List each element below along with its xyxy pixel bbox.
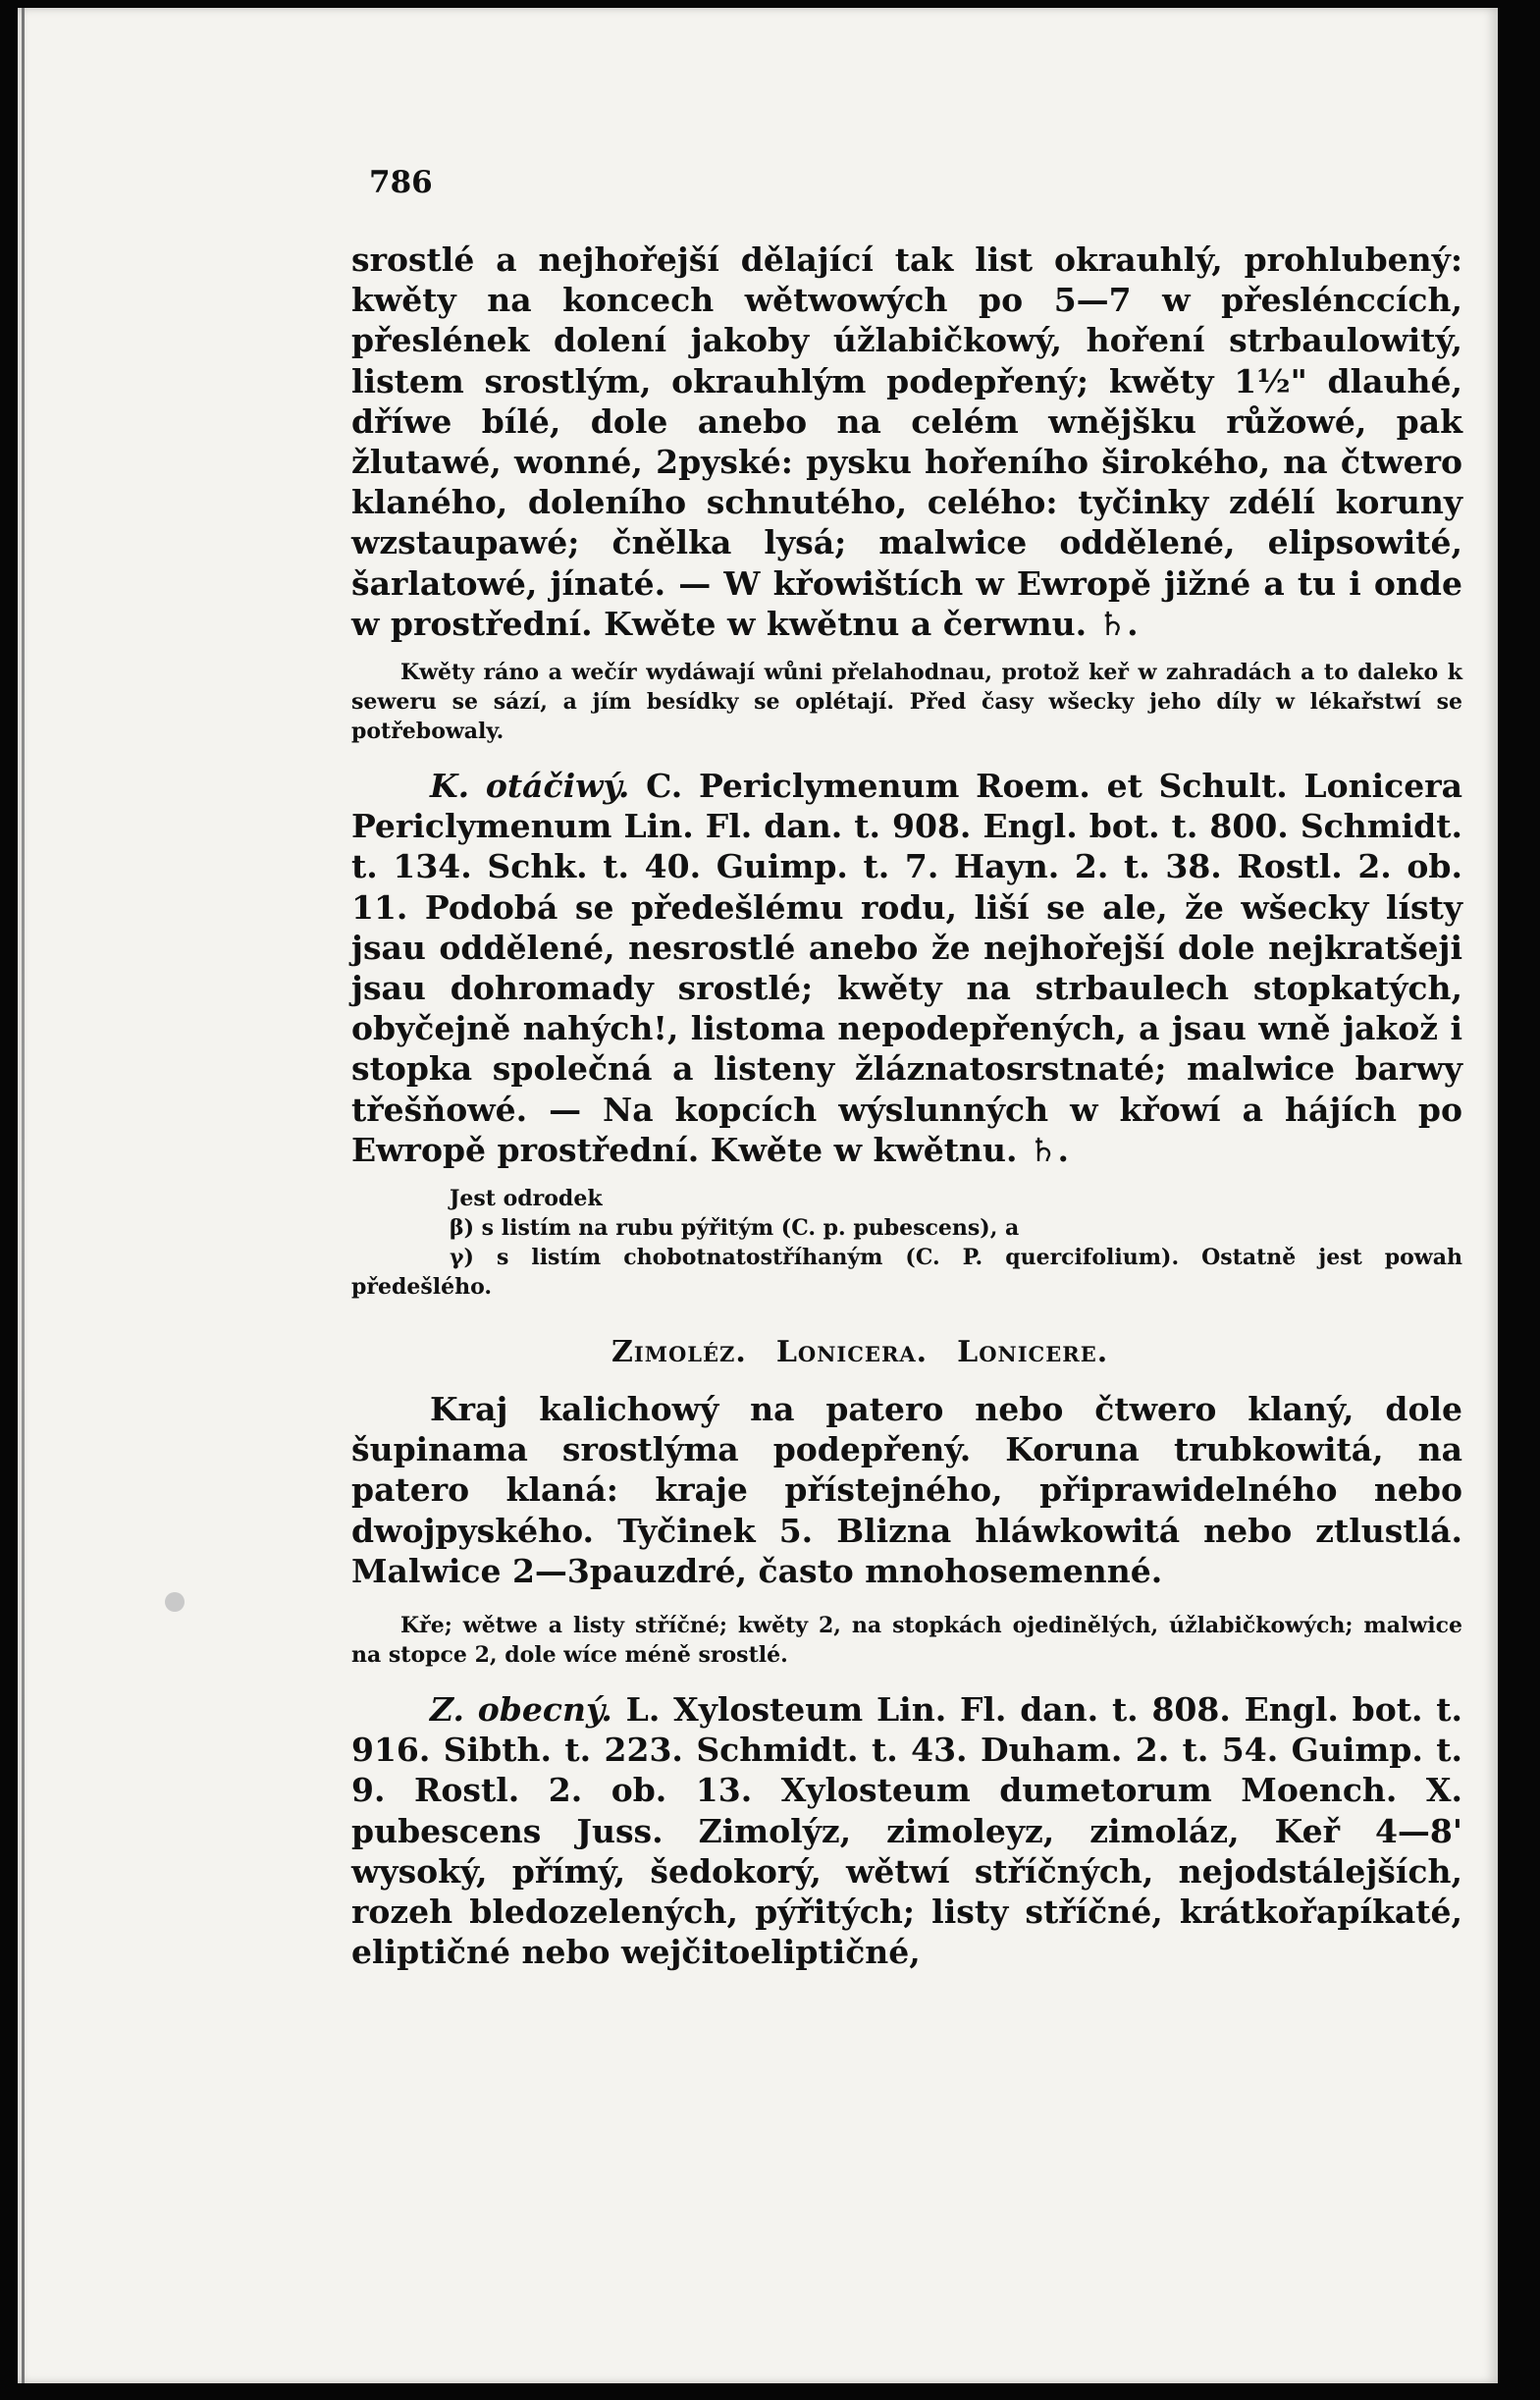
variety-gamma: γ) s listím chobotnatostříhaným (C. P. quercifolium). Ostatně jest powah předešlého. <box>351 1245 1462 1301</box>
genus-heading <box>351 1335 1462 1369</box>
note-fragrance: Kwěty ráno a wečír wydáwají wůni přelahodnau, protož keř w zahradách a to daleko k seweru se sází, a jím besídky se oplétají. Před časy wšecky jeho díly w lékařstwí se potřebowaly. <box>351 660 1462 745</box>
binding-edge <box>22 8 25 2383</box>
book-page <box>18 8 1498 2383</box>
species-periclymenum-name: K. otáčiwý. <box>430 767 630 806</box>
genus-description: Kraj kalichowý na patero nebo čtwero klaný, dole šupinama srostlýma podepřený. Koruna trubkowitá, na patero klaná: kraje přístejného, připrawidelného nebo dwojpyského. Tyčinek 5. Blizna hláwkowitá nebo ztlustlá. Malwice 2—3pauzdré, často mnohosemenné. <box>351 1390 1462 1590</box>
variety-intro: Jest odrodek <box>450 1186 603 1212</box>
bleed-through-dot <box>165 1592 185 1612</box>
note-habit: Kře; wětwe a listy stříčné; kwěty 2, na stopkách ojedinělých, úžlabičkowých; malwice na stopce 2, dole wíce méně srostlé. <box>351 1613 1462 1669</box>
species-xylosteum-text: L. Xylosteum Lin. Fl. dan. t. 808. Engl. bot. t. 916. Sibth. t. 223. Schmidt. t. 43. Duham. 2. t. 54. Guimp. t. 9. Rostl. 2. ob. 13. Xylosteum dumetorum Moench. X. pubescens Juss. Zimolýz, zimoleyz, zimoláz, Keř 4—8' wysoký, přímý, šedokorý, wětwí stříčných, nejodstálejších, rozeh bledozelených, pýřitých; listy stříčné, krátkořapíkaté, eliptičné nebo wejčitoeliptičné, <box>351 1690 1462 1972</box>
species-xylosteum-name: Z. obecný. <box>430 1690 612 1730</box>
genus-latin-1: Lonicera. <box>775 1335 929 1370</box>
page-number: 786 <box>369 165 433 200</box>
genus-czech: Zimoléz. <box>611 1335 747 1370</box>
page-content <box>351 165 1462 1973</box>
species-periclymenum-text: C. Periclymenum Roem. et Schult. Lonicera Periclymenum Lin. Fl. dan. t. 908. Engl. bot. t. 800. Schmidt. t. 134. Schk. t. 40. Guimp. t. 7. Hayn. 2. t. 38. Rostl. 2. ob. 11. Podobá se předešlému rodu, liší se ale, že wšecky lísty jsau oddělené, nesrostlé anebo že nejhořejší dole nejkratšeji jsau dohromady srostlé; kwěty na strbaulech stopkatých, obyčejně nahých!, listoma nepodepřených, a jsau wně jakož i stopka společná a listeny žláznatosrstnaté; malwice barwy třešňowé. — Na kopcích wýslunných w křowí a hájích po Ewropě prostřední. Kwěte w kwětnu. ♄. <box>351 767 1462 1169</box>
paragraph-description-continued: srostlé a nejhořejší dělající tak list okrauhlý, prohlubený: kwěty na koncech wětwowých po 5—7 w přeslénccích, přeslének dolení jakoby úžlabičkowý, hoření strbaulowitý, listem srostlým, okrauhlým podepřený; kwěty 1½" dlauhé, dříwe bílé, dole anebo na celém wnějšku růžowé, pak žlutawé, wonné, 2pyské: pysku hořeního širokého, na čtwero klaného, doleního schnutého, celého: tyčinky zdélí koruny wzstaupawé; čnělka lysá; malwice oddělené, elipsowité, šarlatowé, jínaté. — W křowištích w Ewropě jižné a tu i onde w prostřední. Kwěte w kwětnu a čerwnu. ♄. <box>351 240 1462 643</box>
species-xylosteum <box>351 1689 1462 1972</box>
varieties <box>351 1184 1462 1302</box>
variety-beta: β) s listím na rubu pýřitým (C. p. pubescens), a <box>450 1215 1020 1242</box>
species-periclymenum <box>351 766 1462 1170</box>
genus-latin-2: Lonicere. <box>957 1335 1109 1370</box>
